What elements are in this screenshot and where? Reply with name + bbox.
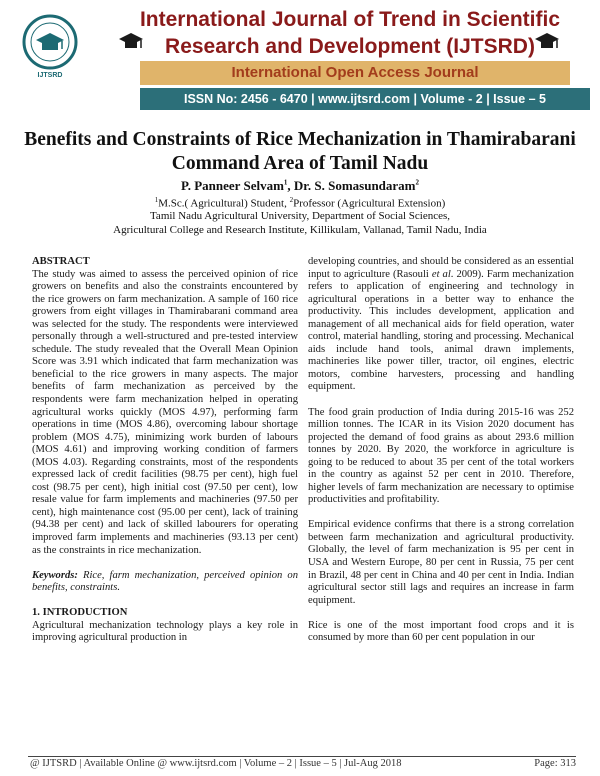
affil-sup-2: 2 <box>289 196 294 204</box>
author-1-sup: 1 <box>283 178 288 187</box>
para1-etal: et al <box>431 268 451 280</box>
affiliation-line3: Agricultural College and Research Institute, Killikulam, Vallanad, Tamil Nadu, India <box>113 224 487 236</box>
introduction-text: Agricultural mechanization technology plays a key role in improving agricultural production in <box>32 619 298 644</box>
introduction-heading: 1. INTRODUCTION <box>32 607 128 619</box>
logo-caption: IJTSRD <box>37 72 63 79</box>
author-2: , Dr. S. Somasundaram <box>287 178 416 193</box>
right-paragraph-1 <box>308 256 574 394</box>
keywords-text: Rice, farm mechanization, perceived opinion on benefits, constraints. <box>32 569 298 594</box>
keywords <box>32 570 298 595</box>
footer-divider <box>28 756 576 757</box>
open-access-banner: International Open Access Journal <box>140 61 570 85</box>
authors <box>20 178 580 194</box>
affil-sup-1: 1 <box>154 196 159 204</box>
title-line2: Command Area of Tamil Nadu <box>171 153 429 174</box>
para1-rest: . 2009). Farm mechanization refers to application of engineering and technology in agricultural operations in a better way to enhance the productivity. This includes development, application and management of all mechanical aids for field operation, water control, material handling, storing and processing. Mechanical aids include hand tools, animal drawn implements, machineries like power tiller, tractor, oil engines, electric motors, combine harvesters, processing and handling equipment. <box>308 268 574 393</box>
right-column <box>308 256 574 657</box>
author-2-sup: 2 <box>415 178 420 187</box>
right-paragraph-3: Empirical evidence confirms that there is a strong correlation between farm mechanization and agricultural productivity. Globally, the level of farm mechanization is 95 per cent in USA and Western Europe, 80 per cent in Russia, 75 per cent in Brazil, 48 per cent in China and 40 per cent in India. Indian agricultural sector still lags and requires an increase in farm equipment. <box>308 519 574 606</box>
abstract-text: The study was aimed to assess the perceived opinion of rice growers on benefits and also the constraints encountered by the rice growers on farm mechanization. A sample of 160 rice growers from eight villages in Thamirabarani command area was selected for the study. The respondents were interviewed personally through a well-structured and pre-tested interview schedule. The study revealed that the Overall Mean Opinion Score was 3.91 which indicated that farm mechanization was beneficial to the rice growers in many aspects. The major benefits of farm mechanization as perceived by the respondents were farm mechanization helped in operating agricultural works quickly (MOS 4.97), performing farm operations in time (MOS 4.86), overcoming labour shortage problem (MOS 4.75), minimizing work burden of labours (MOS 4.61) and improving working condition of farmers (MOS 4.03). Regarding constraints, most of the respondents expressed lack of credit facilities (98.75 per cent), high fuel cost (98.75 per cent), high initial cost (97.50 per cent), low resale value for farm implements and machineries (97.50 per cent), high maintenance cost (95.00 per cent), lack of training (94.38 per cent) and lack of skilled labourers for operating improved farm implements and machineries (93.13 per cent) as the constraints in rice mechanization. <box>32 268 298 556</box>
abstract-heading: ABSTRACT <box>32 256 90 267</box>
page-footer <box>30 758 576 769</box>
page-number: Page: 313 <box>534 758 576 769</box>
title-line1: Benefits and Constraints of Rice Mechanization in Thamirabarani <box>24 129 576 150</box>
footer-text: @ IJTSRD | Available Online @ www.ijtsrd.com | Volume – 2 | Issue – 5 | Jul-Aug 2018 <box>30 758 402 769</box>
affil-role-1: M.Sc.( Agricultural) Student, <box>158 197 290 210</box>
paper-title <box>20 128 580 176</box>
right-paragraph-2: The food grain production of India during 2015-16 was 252 million tonnes. The ICAR in its Vision 2020 document has projected the demand of food grains as about 293.6 million tonnes by 2020. By 2020, the workforce in agriculture is going to be reduced to about 35 per cent of the total workers in the country as against 52 per cent in 2010. Therefore, higher levels of farm mechanization are necessary to optimise productivities and profitability. <box>308 406 574 506</box>
right-paragraph-4: Rice is one of the most important food crops and it is consumed by more than 60 per cent population in our <box>308 619 574 644</box>
affiliation-line1 <box>20 196 580 210</box>
journal-name-line1: International Journal of Trend in Scientific <box>139 8 561 31</box>
keywords-label: Keywords: <box>32 569 78 581</box>
para1-start: developing countries, and should be considered as an essential input to agriculture (Rasouli <box>308 256 574 280</box>
author-1: P. Panneer Selvam <box>180 178 284 193</box>
journal-banner <box>0 0 600 112</box>
issn-bar: ISSN No: 2456 - 6470 | www.ijtsrd.com | Volume - 2 | Issue – 5 <box>140 88 590 110</box>
left-column <box>32 256 298 657</box>
affil-role-2: Professor (Agricultural Extension) <box>293 197 446 210</box>
affiliation-line2: Tamil Nadu Agricultural University, Department of Social Sciences, <box>149 210 451 222</box>
journal-name-line2: Research and Development (IJTSRD) <box>165 35 535 58</box>
ijtsrd-logo-icon <box>22 14 78 70</box>
